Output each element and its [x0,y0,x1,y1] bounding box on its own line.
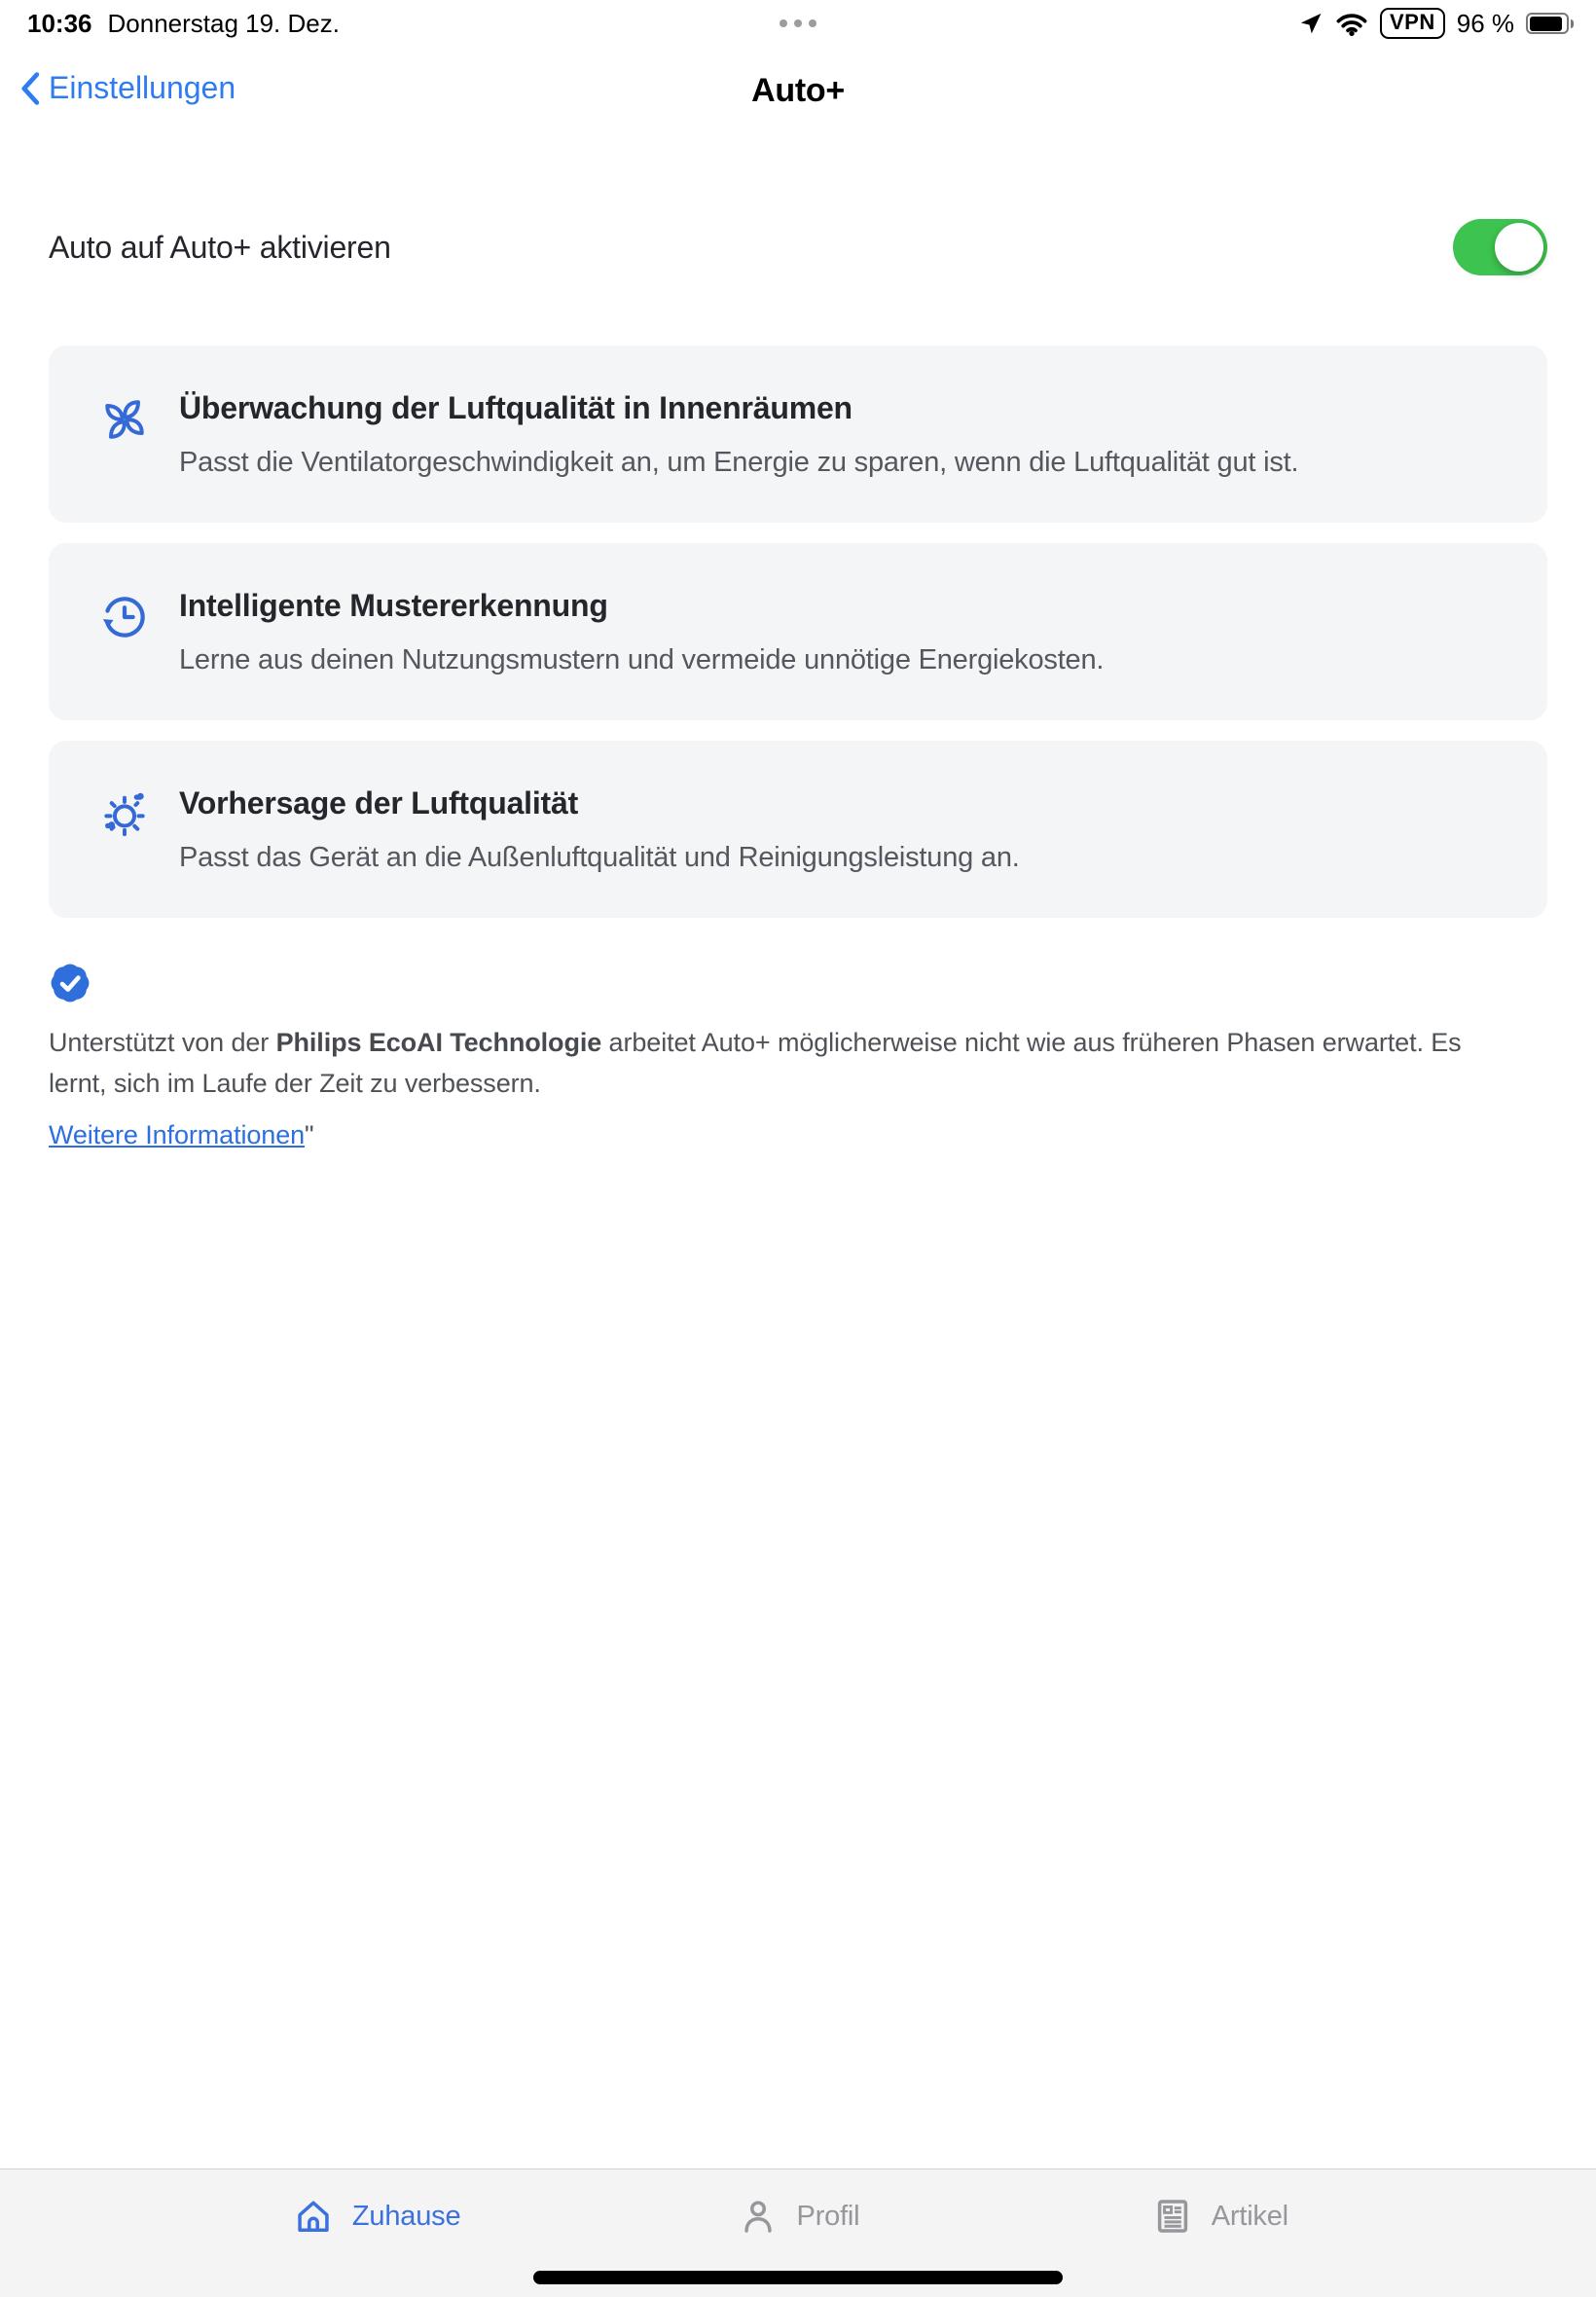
feature-description: Passt das Gerät an die Außenluftqualität und Reinigungsleistung an. [179,842,1020,873]
battery-percent: 96 % [1456,8,1514,38]
feature-card-pattern-recognition [49,543,1547,720]
ecoai-footnote [49,1022,1520,1155]
feature-card-air-quality-monitoring [49,346,1547,523]
wifi-icon [1335,11,1368,36]
fan-icon [97,392,152,447]
auto-plus-toggle[interactable] [1453,219,1547,275]
status-bar [0,0,1596,47]
feature-title: Intelligente Mustererkennung [179,588,608,623]
feature-card-air-quality-forecast [49,741,1547,918]
home-icon [292,2195,335,2238]
footnote-quote-mark: " [305,1120,314,1149]
footnote-text-bold: Philips EcoAI Technologie [275,1028,602,1057]
tab-artikel[interactable] [1009,2195,1431,2238]
battery-icon [1526,13,1569,34]
more-information-link[interactable]: Weitere Informationen [49,1120,306,1149]
back-label: Einstellungen [49,70,236,105]
footnote-text-prefix: Unterstützt von der [49,1028,276,1057]
tab-label: Profil [796,2200,860,2232]
articles-icon [1151,2195,1194,2238]
auto-plus-toggle-row [49,212,1547,282]
status-time: 10:36 [27,8,92,38]
verified-badge-icon [47,960,93,1006]
tab-profil[interactable] [587,2195,1008,2238]
feature-description: Passt die Ventilatorgeschwindigkeit an, um Energie zu sparen, wenn die Luftqualität gut ist. [179,447,1299,478]
toggle-knob [1495,223,1543,272]
home-indicator[interactable] [533,2271,1063,2284]
profile-icon [737,2195,780,2238]
feature-description: Lerne aus deinen Nutzungsmustern und vermeide unnötige Energiekosten. [179,644,1105,675]
navigation-bar [0,62,1596,121]
history-clock-icon [97,590,152,644]
footnote-text-suffix: arbeitet Auto+ möglicherweise nicht wie aus früheren Phasen erwartet. Es lernt, sich im Laufe der Zeit zu verbessern. [49,1028,1462,1098]
feature-title: Überwachung der Luftqualität in Innenräumen [179,390,852,425]
feature-card-list [49,346,1547,918]
status-date: Donnerstag 19. Dez. [107,8,340,38]
page-title: Auto+ [751,72,845,109]
vpn-badge: VPN [1380,8,1445,39]
sun-forecast-icon [97,787,152,842]
multitasking-dots-icon [780,19,816,27]
tab-label: Artikel [1211,2200,1288,2232]
feature-title: Vorhersage der Luftqualität [179,785,579,820]
toggle-label: Auto auf Auto+ aktivieren [49,229,391,265]
location-arrow-icon [1298,11,1324,36]
tab-zuhause[interactable] [165,2195,587,2238]
tab-label: Zuhause [351,2200,461,2232]
